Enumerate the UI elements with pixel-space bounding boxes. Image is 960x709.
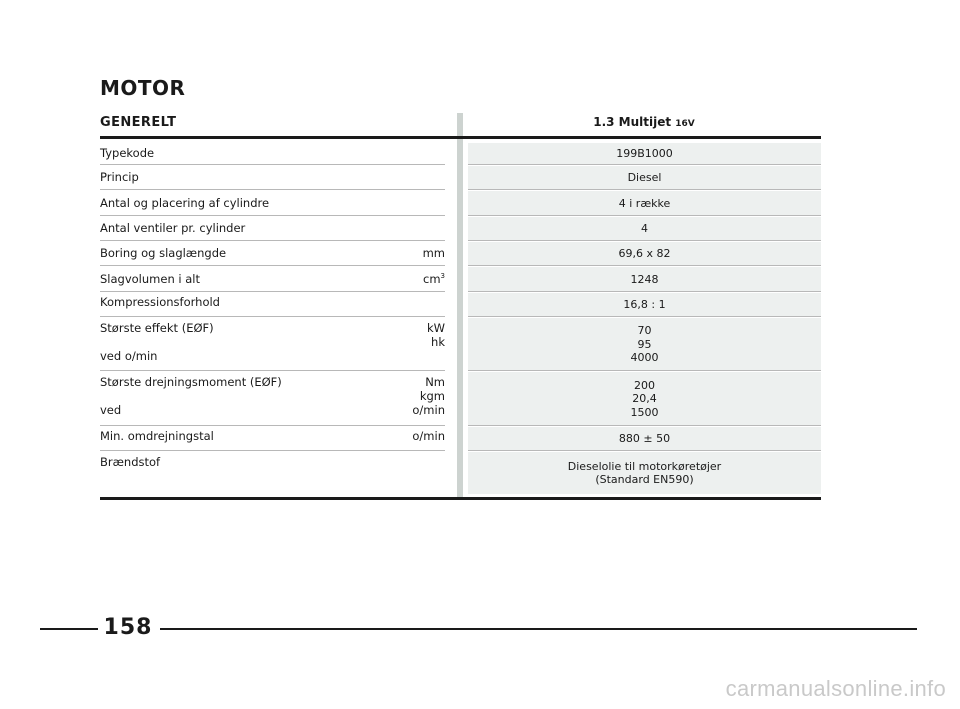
row-label-secondary: ved: [100, 403, 122, 417]
row-label: Typekode: [100, 146, 155, 160]
row-unit: kW: [426, 321, 445, 335]
row-value: 70: [637, 324, 652, 338]
table-row: [100, 191, 821, 216]
table-bottom-rule: [100, 497, 821, 500]
table-row: [100, 293, 821, 317]
row-value: 4: [641, 222, 648, 236]
row-label: Princip: [100, 170, 139, 184]
table-row: [100, 217, 821, 241]
table-row: [100, 267, 821, 292]
row-value: 20,4: [632, 392, 657, 406]
row-unit: Nm: [425, 375, 445, 389]
row-unit: kgm: [419, 389, 445, 403]
table-row: [100, 372, 821, 426]
row-label-secondary: ved o/min: [100, 349, 158, 363]
row-value: 1248: [630, 272, 659, 286]
unit-superscript: 3: [440, 272, 445, 281]
row-label: Største drejningsmoment (EØF): [100, 375, 282, 389]
table-row: [100, 452, 821, 494]
row-value: 95: [637, 337, 652, 351]
row-label: Antal og placering af cylindre: [100, 196, 270, 210]
page-title: MOTOR: [100, 76, 186, 100]
footer-rule-right: [160, 628, 917, 630]
row-value: 880 ± 50: [618, 432, 671, 446]
row-value: 69,6 x 82: [618, 247, 671, 261]
table-row: [100, 143, 821, 165]
column-header-main: 1.3 Multijet: [593, 115, 672, 129]
row-label: Slagvolumen i alt: [100, 272, 200, 286]
table-top-rule: [100, 136, 821, 139]
row-label: Antal ventiler pr. cylinder: [100, 221, 246, 235]
page-number: 158: [103, 615, 153, 640]
row-label: Boring og slaglængde: [100, 246, 227, 260]
row-value: 199B1000: [616, 147, 673, 161]
row-unit: mm: [422, 246, 445, 260]
section-heading: GENERELT: [100, 115, 177, 130]
table-row: [100, 166, 821, 190]
row-value: 4000: [630, 351, 659, 365]
row-value: Diesel: [627, 171, 662, 185]
row-value: Dieselolie til motorkøretøjer: [567, 459, 722, 473]
row-value: 200: [634, 378, 655, 392]
row-label: Største effekt (EØF): [100, 321, 214, 335]
row-value: 1500: [630, 405, 659, 419]
row-value: 4 i række: [618, 196, 671, 210]
column-header-sub: 16V: [675, 119, 695, 129]
row-value: (Standard EN590): [595, 473, 694, 486]
table-row: [100, 318, 821, 371]
table-row: [100, 242, 821, 266]
row-unit: hk: [431, 335, 445, 349]
row-unit: o/min: [412, 403, 445, 417]
table-row: [100, 427, 821, 451]
row-unit: o/min: [412, 429, 445, 443]
row-label: Brændstof: [100, 455, 161, 469]
row-label: Kompressionsforhold: [100, 295, 220, 309]
watermark-text: carmanualsonline.info: [725, 676, 946, 701]
row-label: Min. omdrejningstal: [100, 429, 214, 443]
row-unit: $cm^3$: [423, 272, 445, 286]
row-value: 16,8 : 1: [623, 298, 666, 312]
column-header: [468, 115, 820, 129]
footer-rule-left: [40, 628, 98, 630]
